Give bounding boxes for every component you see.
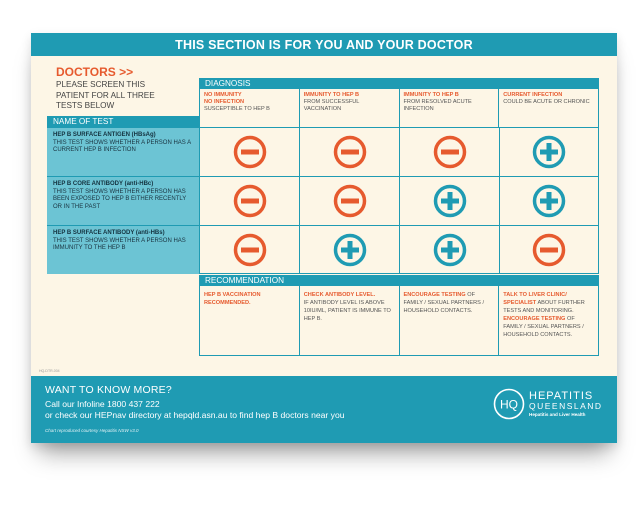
result-cell — [299, 226, 399, 274]
hepatitis-queensland-logo — [493, 386, 613, 426]
plus-circle-icon — [532, 184, 566, 218]
table-row — [47, 127, 599, 176]
table-row — [47, 176, 599, 225]
infoline-text: Call our Infoline 1800 437 222 — [45, 399, 160, 409]
minus-circle-icon — [233, 233, 267, 267]
diagnosis-desc: COULD BE ACUTE OR CHRONIC — [503, 99, 590, 105]
result-cell — [199, 226, 299, 274]
reference-code: HQ-DTR-004 — [39, 369, 60, 373]
diagnosis-title: IMMUNITY TO HEP B — [303, 92, 360, 98]
plus-circle-icon — [433, 184, 467, 218]
info-card — [31, 33, 617, 443]
plus-circle-icon — [433, 233, 467, 267]
logo-line1: HEPATITIS — [529, 390, 594, 402]
test-desc: THIS TEST SHOWS WHETHER A PERSON HAS BEEN EXPOSED TO HEP B EITHER RECENTLY OR IN THE PAST — [53, 188, 187, 210]
logo-tagline: Hepatitis and Liver Health — [529, 412, 586, 417]
plus-circle-icon — [333, 233, 367, 267]
test-name: HEP B SURFACE ANTIBODY (anti-HBs) — [53, 230, 165, 236]
recommendation-highlight: ENCOURAGE TESTING — [503, 316, 566, 322]
recommendation-highlight: HEP B VACCINATION RECOMMENDED. — [204, 292, 261, 306]
recommendation-header: RECOMMENDATION — [199, 275, 599, 286]
recommendation-column — [400, 286, 500, 355]
minus-circle-icon — [532, 233, 566, 267]
diagnosis-column — [200, 89, 300, 127]
diagnosis-title: IMMUNITY TO HEP B — [403, 92, 459, 98]
recommendation-text: IF ANTIBODY LEVEL IS ABOVE 10IU/ML, PATIENT IS IMMUNE TO HEP B. — [303, 300, 391, 322]
diagnosis-desc: SUSCEPTIBLE TO HEP B — [204, 106, 270, 112]
table-row — [47, 225, 599, 274]
test-name: HEP B CORE ANTIBODY (anti-HBc) — [53, 181, 154, 187]
recommendation-highlight: TALK TO LIVER CLINIC/ SPECIALIST — [503, 292, 567, 306]
diagnosis-desc: FROM SUCCESSFUL VACCINATION — [303, 99, 360, 112]
test-cell — [47, 128, 199, 176]
screening-instruction: PLEASE SCREEN THIS PATIENT FOR ALL THREE TESTS BELOW — [56, 80, 155, 110]
test-name-header: NAME OF TEST — [47, 116, 199, 127]
credit-text: Chart reproduced courtesy Hepatitis NSW v3.0 — [45, 428, 139, 433]
plus-circle-icon — [532, 135, 566, 169]
recommendation-text: OF FAMILY / SEXUAL PARTNERS / HOUSEHOLD CONTACTS. — [503, 316, 584, 338]
result-cell — [199, 128, 299, 176]
minus-circle-icon — [333, 184, 367, 218]
recommendation-columns — [199, 286, 599, 356]
test-desc: THIS TEST SHOWS WHETHER A PERSON HAS A CURRENT HEP B INFECTION — [53, 139, 191, 154]
minus-circle-icon — [333, 135, 367, 169]
recommendation-text: OF FAMILY / SEXUAL PARTNERS / HOUSEHOLD CONTACTS. — [403, 292, 485, 314]
footer-title: WANT TO KNOW MORE? — [45, 384, 172, 396]
result-cell — [299, 128, 399, 176]
result-cell — [199, 177, 299, 225]
recommendation-column — [200, 286, 300, 355]
doctors-heading: DOCTORS >> — [56, 65, 134, 79]
section-title: THIS SECTION IS FOR YOU AND YOUR DOCTOR — [31, 33, 617, 56]
diagnosis-title: NO INFECTION — [204, 99, 245, 105]
logo-line2: QUEENSLAND — [529, 401, 603, 411]
hq-logo-icon — [493, 388, 525, 420]
result-cell — [299, 177, 399, 225]
result-cell — [399, 128, 499, 176]
diagnosis-header: DIAGNOSIS — [199, 78, 599, 89]
diagnosis-column — [300, 89, 400, 127]
test-name: HEP B SURFACE ANTIGEN (HBsAg) — [53, 132, 156, 138]
test-desc: THIS TEST SHOWS WHETHER A PERSON HAS IMMUNITY TO THE HEP B — [53, 237, 186, 252]
test-cell — [47, 226, 199, 274]
diagnosis-columns — [199, 89, 599, 127]
result-cell — [399, 226, 499, 274]
diagnosis-title: NO IMMUNITY — [204, 92, 242, 98]
diagnosis-column — [400, 89, 500, 127]
diagnosis-desc: FROM RESOLVED ACUTE INFECTION — [403, 99, 472, 112]
test-cell — [47, 177, 199, 225]
recommendation-highlight: CHECK ANTIBODY LEVEL. — [303, 292, 376, 298]
footer — [31, 376, 617, 443]
minus-circle-icon — [433, 135, 467, 169]
recommendation-column — [499, 286, 599, 355]
minus-circle-icon — [233, 184, 267, 218]
directory-text: or check our HEPnav directory at hepqld.asn.au to find hep B doctors near you — [45, 410, 345, 420]
recommendation-column — [300, 286, 400, 355]
results-grid — [47, 127, 599, 274]
result-cell — [499, 177, 599, 225]
recommendation-text: ABOUT FURTHER TESTS AND MONITORING. — [503, 300, 585, 314]
result-cell — [499, 226, 599, 274]
diagnosis-title: CURRENT INFECTION — [503, 92, 563, 98]
result-cell — [399, 177, 499, 225]
recommendation-highlight: ENCOURAGE TESTING — [403, 292, 466, 298]
diagnosis-column — [499, 89, 599, 127]
result-cell — [499, 128, 599, 176]
minus-circle-icon — [233, 135, 267, 169]
logo-mark-text: HQ — [500, 397, 518, 412]
